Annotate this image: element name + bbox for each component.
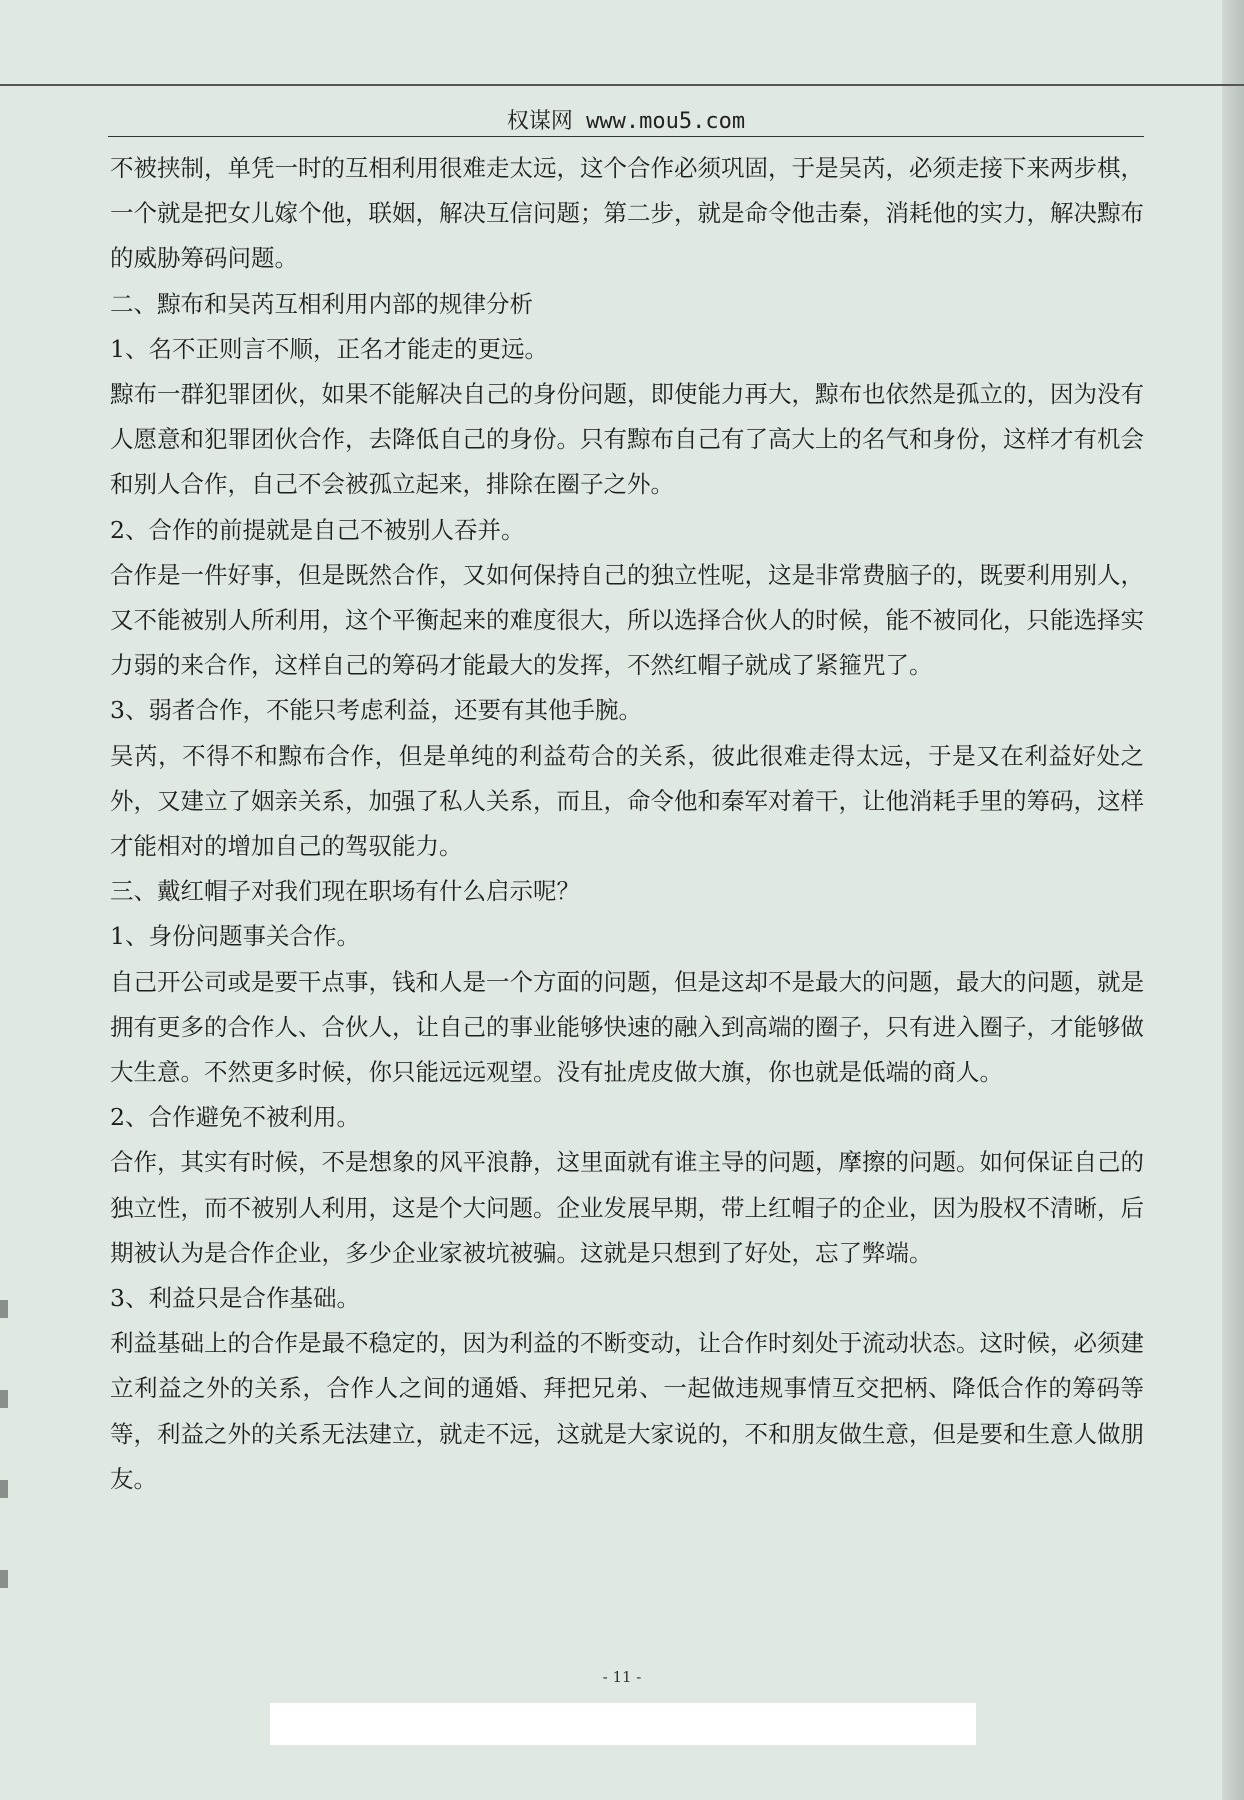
subheading: 2、合作避免不被利用。 (110, 1103, 360, 1132)
paragraph: 不被挟制，单凭一时的互相利用很难走太远，这个合作必须巩固，于是吴芮，必须走接下来两步棋，一个就是把女儿嫁个他，联姻，解决互信问题；第二步，就是命令他击秦，消耗他的实力，解决黥布的威胁筹码问题。 (110, 154, 1144, 273)
redaction-bar (270, 1703, 976, 1745)
subheading: 3、利益只是合作基础。 (110, 1284, 360, 1313)
section-heading: 二、黥布和吴芮互相利用内部的规律分析 (110, 289, 533, 318)
page-number: - 11 - (602, 1668, 642, 1686)
subheading: 1、身份问题事关合作。 (110, 922, 360, 951)
subheading: 2、合作的前提就是自己不被别人吞并。 (110, 515, 525, 544)
paragraph: 合作，其实有时候，不是想象的风平浪静，这里面就有谁主导的问题，摩擦的问题。如何保证自己的独立性，而不被别人利用，这是个大问题。企业发展早期，带上红帽子的企业，因为股权不清晰，后期被认为是合作企业，多少企业家被坑被骗。这就是只想到了好处，忘了弊端。 (110, 1148, 1144, 1267)
section-heading: 三、戴红帽子对我们现在职场有什么启示呢？ (110, 877, 580, 906)
paragraph: 自己开公司或是要干点事，钱和人是一个方面的问题，但是这却不是最大的问题，最大的问题，就是拥有更多的合作人、合伙人，让自己的事业能够快速的融入到高端的圈子，只有进入圈子，才能够做大生意。不然更多时候，你只能远远观望。没有扯虎皮做大旗，你也就是低端的商人。 (110, 967, 1144, 1087)
document-body (110, 146, 1144, 1502)
page-header: 权谋网 www.mou5.com (506, 109, 746, 134)
paragraph: 吴芮，不得不和黥布合作，但是单纯的利益苟合的关系，彼此很难走得太远，于是又在利益好处之外，又建立了姻亲关系，加强了私人关系，而且，命令他和秦军对着干，让他消耗手里的筹码，这样才能相对的增加自己的驾驭能力。 (110, 741, 1144, 861)
header-rule (108, 136, 1144, 137)
paragraph: 利益基础上的合作是最不稳定的，因为利益的不断变动，让合作时刻处于流动状态。这时候，必须建立利益之外的关系，合作人之间的通婚、拜把兄弟、一起做违规事情互交把柄、降低合作的筹码等等，利益之外的关系无法建立，就走不远，这就是大家说的，不和朋友做生意，但是要和生意人做朋友。 (110, 1329, 1144, 1493)
subheading: 1、名不正则言不顺，正名才能走的更远。 (110, 334, 548, 363)
paragraph: 黥布一群犯罪团伙，如果不能解决自己的身份问题，即使能力再大，黥布也依然是孤立的，因为没有人愿意和犯罪团伙合作，去降低自己的身份。只有黥布自己有了高大上的名气和身份，这样才有机会和别人合作，自己不会被孤立起来，排除在圈子之外。 (110, 380, 1144, 499)
subheading: 3、弱者合作，不能只考虑利益，还要有其他手腕。 (110, 696, 642, 725)
paragraph: 合作是一件好事，但是既然合作，又如何保持自己的独立性呢，这是非常费脑子的，既要利用别人，又不能被别人所利用，这个平衡起来的难度很大，所以选择合伙人的时候，能不被同化，只能选择实力弱的来合作，这样自己的筹码才能最大的发挥，不然红帽子就成了紧箍咒了。 (110, 560, 1144, 680)
